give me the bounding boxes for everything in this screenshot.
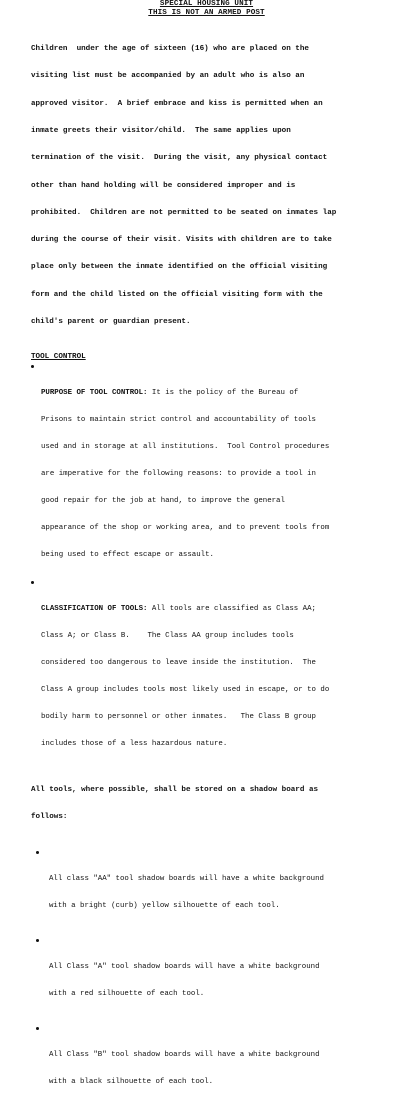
classification-first-line: All tools are classified as Class AA; (147, 605, 316, 614)
bullet-line: being used to effect escape or assault. (41, 551, 214, 560)
bullet-dot-icon (36, 939, 39, 942)
bullet-line: with a black silhouette of each tool. (49, 1077, 214, 1086)
paragraph-line: inmate greets their visitor/child. The same applies upon (31, 127, 291, 136)
classification-term: CLASSIFICATION OF TOOLS: (41, 605, 148, 614)
classification-bullet (31, 578, 382, 767)
paragraph-line: during the course of their visit. Visits with children are to take (31, 236, 332, 245)
bullet-line: good repair for the job at hand, to improve the general (41, 497, 285, 506)
bullet-line: bodily harm to personnel or other inmates. The Class B group (41, 713, 316, 722)
bullet-line: Class A; or Class B. The Class AA group includes tools (41, 632, 294, 641)
bullet-line: All Class "B" tool shadow boards will have a white background (49, 1050, 320, 1059)
bullet-dot-icon (31, 581, 34, 584)
bullet-line: All Class "A" tool shadow boards will have a white background (49, 962, 320, 971)
header-subtitle: THIS IS NOT AN ARMED POST (148, 9, 265, 17)
shadow-board-class-a (31, 936, 382, 1017)
bullet-line: appearance of the shop or working area, and to prevent tools from (41, 524, 330, 533)
shadow-board-class-aa (31, 848, 382, 929)
shadow-board-intro (31, 767, 382, 841)
bullet-line: are imperative for the following reasons: to provide a tool in (41, 470, 316, 479)
purpose-bullet (31, 362, 382, 578)
bullet-line: All class "AA" tool shadow boards will have a white background (49, 874, 324, 883)
bullet-dot-icon (31, 365, 34, 368)
paragraph-line: Children under the age of sixteen (16) who are placed on the (31, 45, 309, 54)
bullet-line: with a red silhouette of each tool. (49, 989, 205, 998)
bullet-line: used and in storage at all institutions. Tool Control procedures (41, 443, 330, 452)
paragraph-line: approved visitor. A brief embrace and kiss is permitted when an (31, 99, 323, 108)
paragraph-line: child's parent or guardian present. (31, 318, 191, 326)
paragraph-line: other than hand holding will be considered improper and is (31, 181, 296, 190)
bullet-line: Class A group includes tools most likely used in escape, or to do (41, 686, 330, 695)
children-visiting-paragraph (31, 27, 382, 345)
paragraph-line: form and the child listed on the official visiting form with the (31, 290, 323, 299)
paragraph-line: place only between the inmate identified on the official visiting (31, 263, 328, 272)
intro-line: All tools, where possible, shall be stored on a shadow board as (31, 785, 319, 794)
bullet-line: includes those of a less hazardous nature. (41, 740, 228, 749)
paragraph-line: termination of the visit. During the visit, any physical contact (31, 154, 328, 163)
purpose-first-line: It is the policy of the Bureau of (147, 389, 299, 398)
bullet-line: with a bright (curb) yellow silhouette of each tool. (49, 901, 280, 910)
tool-control-heading: TOOL CONTROL (31, 353, 86, 362)
bullet-dot-icon (36, 851, 39, 854)
paragraph-line: visiting list must be accompanied by an adult who is also an (31, 72, 305, 81)
shadow-board-class-b (31, 1024, 382, 1105)
bullet-line: considered too dangerous to leave inside the institution. The (41, 659, 316, 668)
header-title: SPECIAL HOUSING UNIT (159, 0, 254, 8)
paragraph-line: prohibited. Children are not permitted to be seated on inmates lap (31, 208, 337, 217)
intro-line: follows: (31, 813, 68, 822)
purpose-term: PURPOSE OF TOOL CONTROL: (41, 389, 148, 398)
bullet-dot-icon (36, 1027, 39, 1030)
bullet-line: Prisons to maintain strict control and accountability of tools (41, 416, 316, 425)
